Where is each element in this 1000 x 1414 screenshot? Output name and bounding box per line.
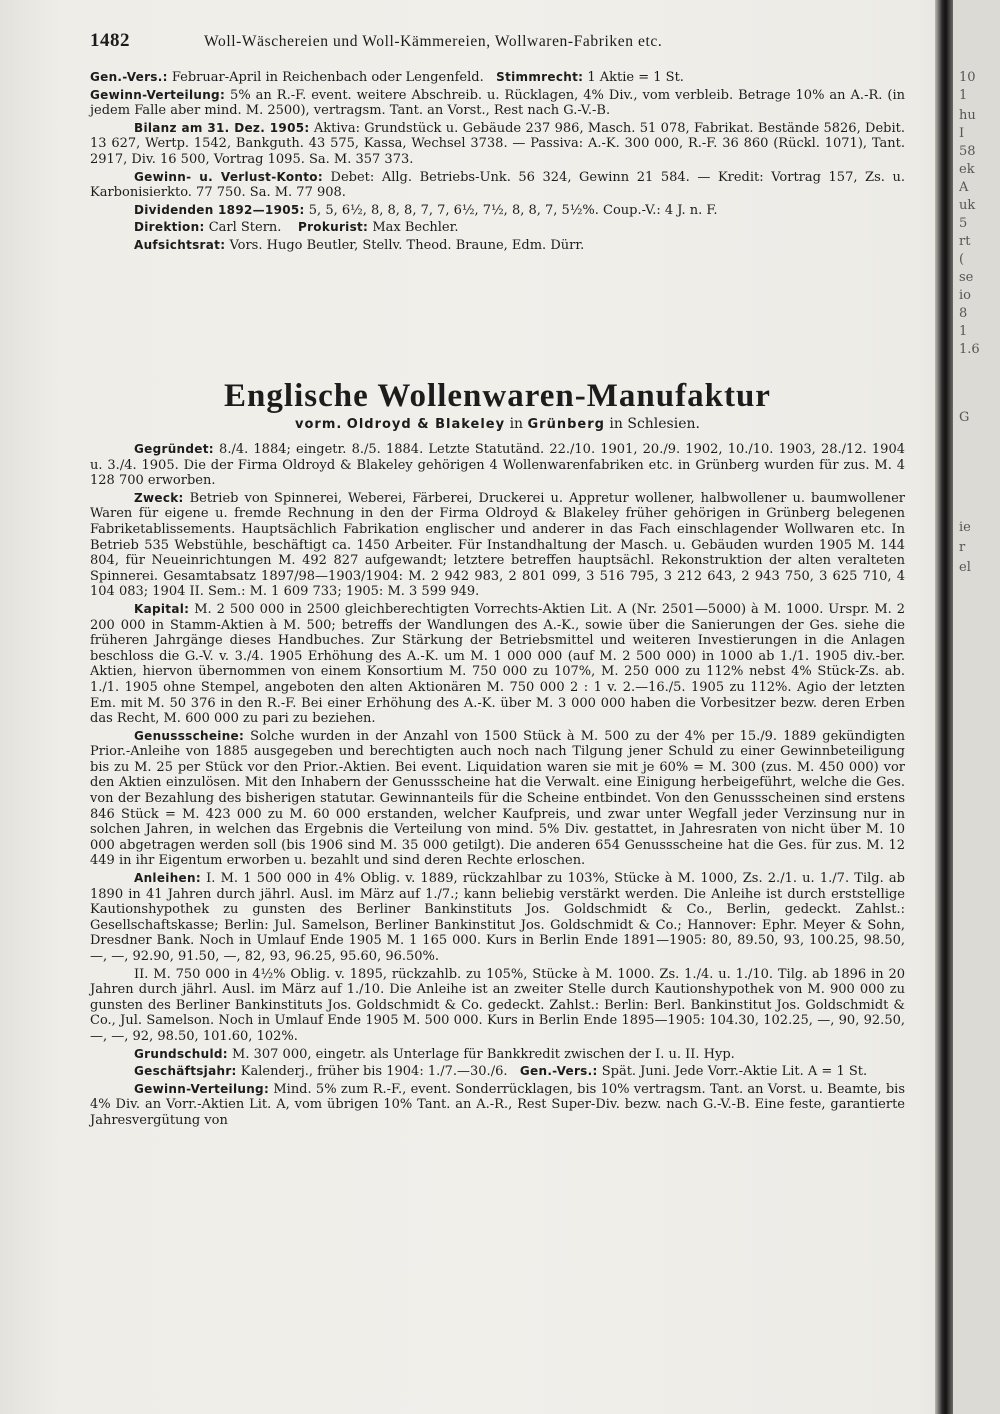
gewinn-text: Mind. 5% zum R.-F., event. Sonderrücklagen, bis 10% vertragsm. Tant. an Vorst. u. Beamte, bis 4% Div. an Vorr.-Aktien Lit. A, vom übrigen 10% Tant. an A.-R., Rest Super-Div. bezw. nach G.-V.-B. Eine feste, garantierte Jahresvergütung von [90,1081,905,1128]
genussscheine-paragraph [90,729,905,869]
company-title: Englische Wollenwaren-Manufaktur [224,378,771,414]
geschaeftsjahr-text: Kalenderj., früher bis 1904: 1./7.—30./6. [240,1064,508,1080]
direktion-label: Direktion: [134,220,205,235]
direktion-text: Carl Stern. [208,220,282,236]
gv-konto-text: Debet: Allg. Betriebs-Unk. 56 324, Gewinn 21 584. — Kredit: Vortrag 157, Zs. u. Karbonisierkto. 77 750. Sa. M. 77 908. [90,169,905,201]
prokurist-label: Prokurist: [297,220,369,235]
dividenden-text: 5, 5, 6½, 8, 8, 8, 7, 7, 6½, 7½, 8, 8, 7, 5½%. Coup.-V.: 4 J. n. F. [308,202,718,218]
fragment: io [959,288,971,303]
subtitle-region: in Schlesien. [609,416,700,432]
subtitle-names: Oldroyd & Blakeley [346,417,506,432]
genvers-label: Gen.-Vers.: [519,1064,598,1079]
fragment: 1.6 [959,342,980,357]
gv-konto-label: Gewinn- u. Verlust-Konto: [134,169,323,184]
company-subtitle [90,416,905,432]
stimmrecht-text: 1 Aktie = 1 St. [587,70,684,85]
genussscheine-text: Solche wurden in der Anzahl von 1500 Stück à M. 500 zu der 4% per 15./9. 1889 gekündigten Prior.-Anleihe von 1885 ausgegeben und berechtigten auch noch nach Tilgung jener Schuld zu einer Gewinnbeteiligung bis zu M. 25 per Stück vor den Prior.-Aktien. Bei event. Liquidation waren sie mit je 60% = M. 300 (zus. M. 450 000) vor den Aktien einzulösen. Mit den Inhabern der Genussscheine hat die Verwalt. eine Einigung herbeigeführt, welche die Ges. von der Bezahlung des bisherigen statutar. Gewinnanteils für die Scheine entbindet. Von den Genussscheinen sind erstens 846 Stück = M. 423 000 zu M. 60 000 erstanden, welcher Kaufpreis, und zwar unter Wegfall jeder Verzinsung nur in solchen Jahren, in welchen das Ergebnis die Verteilung von mind. 5% Div. gestattet, in Jahresraten von nicht über M. 10 000 abgetragen werden soll (bis 1906 sind M. 35 000 getilgt). Die anderen 654 Genussscheine hat die Ges. für zus. M. 12 449 in ihr Eigentum erworben u. bezahlt und sind deren Rechte erloschen. [90,728,905,869]
anleihen-text: I. M. 1 500 000 in 4% Oblig. v. 1889, rückzahlbar zu 103%, Stücke à M. 1000, Zs. 2./1. u. 1./7. Tilg. ab 1890 in 41 Jahren durch jährl. Ausl. im März auf 1./7.; kann beliebig verstärkt werden. Die Anleihe ist durch erststellige Kautionshypothek zu gunsten des Berliner Bankinstituts Jos. Goldschmidt & Co., Berlin, gedeckt. Zahlst.: Gesellschaftskasse; Berlin: Jul. Samelson, Berliner Bankinstitut Jos. Goldschmidt & Co.; Hannover: Ephr. Meyer & Sohn, Dresdner Bank. Noch in Umlauf Ende 1905 M. 1 165 000. Kurs in Berlin Ende 1891—1905: 80, 89.50, 93, 100.25, 98.50, —, —, 92.90, 91.50, —, 82, 93, 96.25, 95.60, 96.50%. [90,871,905,964]
gen-vers-text: Februar-April in Reichenbach oder Lengenfeld. [171,70,484,85]
fragment: A [959,180,969,195]
adjacent-page-edge [953,0,1000,1414]
direktion-paragraph [90,220,905,236]
fragment: I [959,126,965,141]
running-header [90,30,850,56]
subtitle-in: in [509,416,524,432]
gewinn-verteilung-label: Gewinn-Verteilung: [90,87,226,102]
gv-konto-paragraph [90,170,905,201]
fragment: r [959,540,966,555]
anleihen-ii-paragraph [90,967,905,1045]
gen-vers-paragraph [90,70,905,86]
bilanz-paragraph [90,121,905,168]
fragment: rt [959,234,971,249]
anleihen-label: Anleihen: [134,871,201,886]
stimmrecht-label: Stimmrecht: [496,70,584,84]
grundschuld-label: Grundschuld: [134,1046,228,1061]
gewinn-verteilung-text: 5% an R.-F. event. weitere Abschreib. u. Rücklagen, 4% Div., vom verbleib. Betrage 10% an A.-R. (in jedem Falle aber mind. M. 2500), vertragsm. Tant. an Vorst., Rest nach G.-V.-B. [90,87,905,119]
company-entry [90,378,905,1131]
fragment: ek [959,162,975,177]
subtitle-prefix: vorm. [295,417,343,432]
bilanz-text: Aktiva: Grundstück u. Gebäude 237 986, Masch. 51 078, Fabrikat. Bestände 5826, Debit. 13 627, Wertp. 1542, Bankguth. 43 575, Kassa, Wechsel 3738. — Passiva: A.-K. 300 000, R.-F. 36 860 (Rückl. 1071), Tant. 2917, Div. 16 500, Vortrag 1095. Sa. M. 357 373. [90,120,906,167]
previous-company-section [90,70,905,256]
anleihen-ii-text: II. M. 750 000 in 4½% Oblig. v. 1895, rückzahlb. zu 105%, Stücke à M. 1000. Zs. 1./4. u. 1./10. Tilg. ab 1896 in 20 Jahren durch jährl. Ausl. im März auf 1./10. Die Anleihe ist an zweiter Stelle durch Kautionshypothek von M. 900 000 zu gunsten des Berliner Bankinstituts Jos. Goldschmidt & Co. gedeckt. Zahlst.: Berlin: Berl. Bankinstitut Jos. Goldschmidt & Co., Jul. Samelson. Noch in Umlauf Ende 1905 M. 500 000. Kurs in Berlin Ende 1895—1905: 104.30, 102.25, —, 90, 92.50, —, —, 92, 98.50, 101.60, 102%. [90,966,905,1044]
prokurist-text: Max Bechler. [372,220,459,236]
fragment: uk [959,198,976,213]
gewinn-paragraph [90,1082,905,1129]
zweck-label: Zweck: [134,490,184,505]
gegruendet-text: 8./4. 1884; eingetr. 8./5. 1884. Letzte Statutänd. 22./10. 1901, 20./9. 1902, 10./10. 1903, 28./12. 1904 u. 3./4. 1905. Die der Firma Oldroyd & Blakeley gehörigen 4 Wollenwarenfabriken etc. in Grünberg wurden für zus. M. 4 128 700 erworben. [90,442,905,489]
fragment: 1 [959,88,968,103]
fragment: hu [959,108,976,123]
subtitle-city: Grünberg [527,417,605,432]
fragment: 8 [959,306,968,321]
zweck-text: Betrieb von Spinnerei, Weberei, Färberei, Druckerei u. Appretur wollener, halbwollener u. baumwollener Waren für eigene u. fremde Rechnung in den der Firma Oldroyd & Blakeley früher gehörigen in Grünberg belegenen Fabriketablissements. Hauptsächlich Fabrikation englischer und anderer in das Fach einschlagender Wollwaren etc. In Betrieb 535 Webstühle, beschäftigt ca. 1450 Arbeiter. Für Instandhaltung der Masch. u. Gebäuden wurden 1905 M. 144 804, für Neueinrichtungen M. 492 827 aufgewandt; letztere betreffen hauptsächl. Rekonstruktion der alten veralteten Spinnerei. Gesamtabsatz 1897/98—1903/1904: M. 2 942 983, 2 801 099, 3 516 795, 3 212 643, 2 943 750, 3 625 710, 4 104 083; 1904 II. Sem.: M. 1 609 733; 1905: M. 3 599 949. [90,490,905,600]
fragment: 5 [959,216,968,231]
fragment: el [959,560,971,575]
gewinn-label: Gewinn-Verteilung: [134,1081,270,1096]
book-gutter [935,0,953,1414]
zweck-paragraph [90,491,905,600]
bilanz-label: Bilanz am 31. Dez. 1905: [134,120,310,135]
geschaeftsjahr-paragraph [90,1064,905,1080]
fragment: ( [959,252,965,267]
genussscheine-label: Genussscheine: [134,728,245,743]
fragment: 10 [959,70,976,85]
gegruendet-paragraph [90,442,905,489]
page-number: 1482 [90,30,130,51]
aufsichtsrat-text: Vors. Hugo Beutler, Stellv. Theod. Braune, Edm. Dürr. [229,237,585,253]
fragment: G [959,410,970,425]
fragment: 58 [959,144,976,159]
dividenden-label: Dividenden 1892—1905: [134,202,305,217]
grundschuld-paragraph [90,1047,905,1063]
grundschuld-text: M. 307 000, eingetr. als Unterlage für Bankkredit zwischen der I. u. II. Hyp. [232,1046,735,1062]
kapital-text: M. 2 500 000 in 2500 gleichberechtigten Vorrechts-Aktien Lit. A (Nr. 2501—5000) à M. 1000. Urspr. M. 2 200 000 in Stamm-Aktien à M. 500; betreffs der Wandlungen des A.-K., sowie über die Sanierungen der Ges. siehe die früheren Jahrgänge dieses Handbuches. Zur Stärkung der Betriebsmittel und weiteren Investierungen in die Anlagen beschloss die G.-V. v. 3./4. 1905 Erhöhung des A.-K. um M. 1 000 000 (auf M. 2 500 000) in 1000 ab 1./1. 1905 div.-ber. Aktien, hiervon übernommen von einem Konsortium M. 750 000 zu 107%, M. 250 000 zu 112% nebst 4% Stück-Zs. ab. 1./1. 1905 ohne Stempel, angeboten den alten Aktionären M. 750 000 2 : 1 v. 2.—16./5. 1905 zu 112%. Agio der letzten Em. mit M. 50 376 in den R.-F. Bei einer Erhöhung des A.-K. über M. 3 000 000 haben die Vorbesitzer bezw. deren Erben das Recht, M. 600 000 zu pari zu beziehen. [90,601,905,727]
gegruendet-label: Gegründet: [134,442,214,456]
genvers-text: Spät. Juni. Jede Vorr.-Aktie Lit. A = 1 St. [601,1064,868,1080]
kapital-paragraph [90,602,905,727]
running-title: Woll-Wäschereien und Woll-Kämmereien, Wollwaren-Fabriken etc. [204,33,663,50]
kapital-label: Kapital: [134,601,190,616]
aufsichtsrat-label: Aufsichtsrat: [134,237,226,252]
fragment: ie [959,520,971,535]
anleihen-paragraph [90,871,905,965]
gewinn-verteilung-paragraph [90,88,905,119]
aufsichtsrat-paragraph [90,238,905,254]
fragment: 1 [959,324,968,339]
dividenden-paragraph [90,203,905,219]
geschaeftsjahr-label: Geschäftsjahr: [134,1064,237,1079]
gen-vers-label: Gen.-Vers.: [90,70,168,84]
fragment: se [959,270,974,285]
